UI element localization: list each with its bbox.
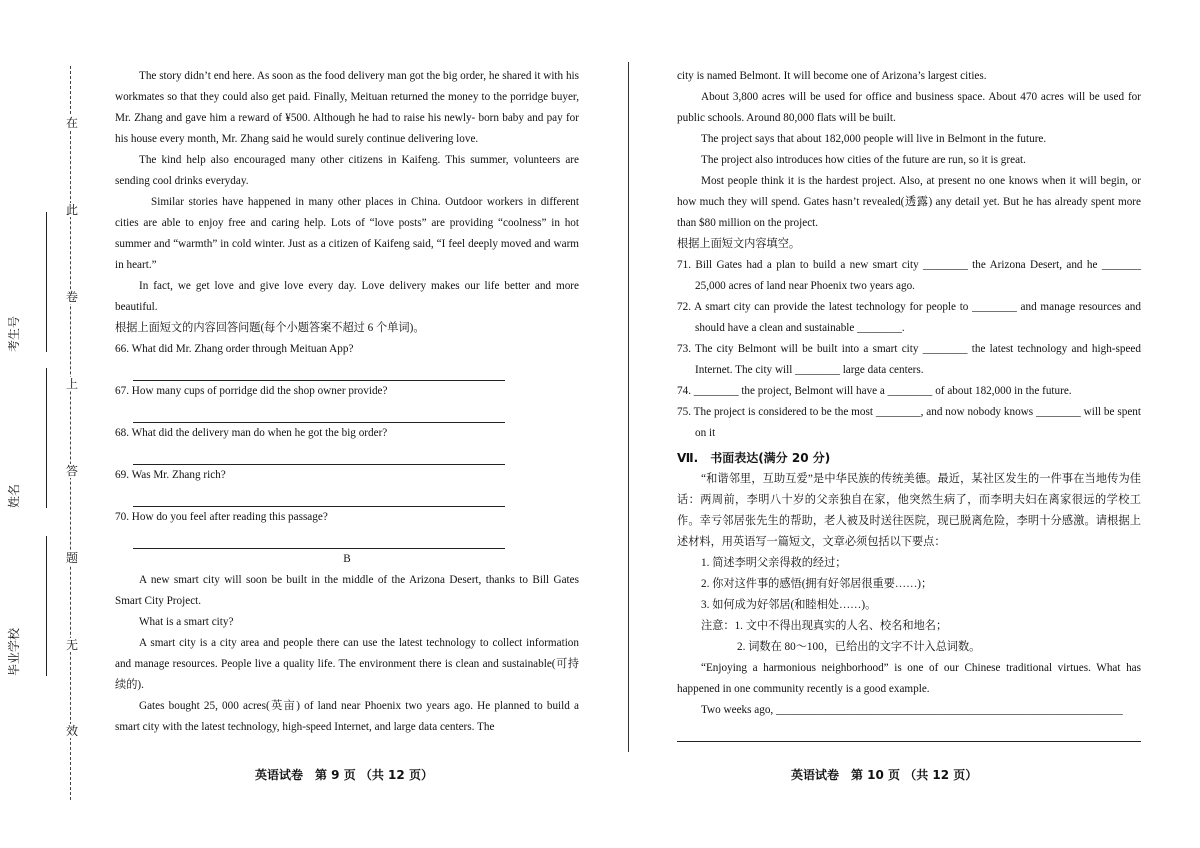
page-footer-right: 英语试卷 第 10 页 （共 12 页） (791, 768, 978, 782)
answer-line-69[interactable] (133, 486, 505, 507)
seal-char: 此 (66, 203, 79, 217)
binding-dashed-line (70, 66, 71, 800)
instruction: 根据上面短文内容填空。 (677, 238, 801, 250)
page-footer-left: 英语试卷 第 9 页 （共 12 页） (255, 768, 433, 782)
paragraph: The kind help also encouraged many other citizens in Kaifeng. This summer, volunteers are sending cool drinks everyday. (115, 154, 579, 187)
question-67: 67. How many cups of porridge did the shop owner provide? (115, 385, 388, 397)
candidate-number-label: 考生号 (7, 315, 21, 352)
paragraph: The project also introduces how cities of the future are run, so it is great. (701, 154, 1026, 166)
paragraph: The project says that about 182,000 people will live in Belmont in the future. (701, 133, 1047, 145)
question-68: 68. What did the delivery man do when he got the big order? (115, 427, 388, 439)
question-66: 66. What did Mr. Zhang order through Meituan App? (115, 343, 354, 355)
name-field[interactable] (7, 368, 62, 508)
fill-question-73: 73. The city Belmont will be built into a smart city ________ the latest technology and high-speed Internet. The city will ________ large data centers. (677, 343, 1141, 376)
paragraph: About 3,800 acres will be used for office and business space. About 470 acres will be used for public schools. Around 80,000 flats will be built. (677, 91, 1141, 124)
seal-char: 上 (66, 377, 79, 391)
writing-prompt: “和谐邻里，互助互爱”是中华民族的传统美德。最近，某社区发生的一件事在当地传为佳话：两周前，李明八十岁的父亲独自在家，他突然生病了，而李明夫妇在离家很远的学校工作。幸亏邻居张先生的帮助，老人被及时送往医院，现已脱离危险，李明十分感激。请根据上述材料，用英语写一篇短文，文章必须包括以下要点： (677, 473, 1141, 548)
seal-char: 无 (66, 638, 79, 652)
paragraph: Gates bought 25, 000 acres(英亩) of land near Phoenix two years ago. He planned to build a smart city with the latest technology, high-speed Internet, and large data centers. The (115, 700, 579, 733)
writing-point: 3. 如何成为好邻居(和睦相处……)。 (701, 599, 877, 611)
paragraph: Similar stories have happened in many other places in China. Outdoor workers in different cities are able to enjoy free and caring help. Lots of “love posts” are providing “coolness” in hot summer and “warmth” in cold winter. Just as a citizen of Kaifeng said, “I feel deeply moved and warm in heart.” (115, 196, 579, 271)
writing-starter: “Enjoying a harmonious neighborhood” is one of our Chinese traditional virtues. What has happened in one community recently is a good example. (677, 662, 1141, 695)
writing-section-title: Ⅶ. 书面表达(满分 20 分) (677, 451, 831, 465)
paragraph: The story didn’t end here. As soon as the food delivery man got the big order, he shared it with his workmates so that they could also get paid. Finally, Meituan returned the money to the porridge buyer, Mr. Zhang and gave him a reward of ¥500. Although he had to raise his newly- born baby and pay for his house every month, Mr. Zhang said he would surely continue delivering love. (115, 70, 579, 145)
writing-note: 2. 词数在 80～100，已给出的文字不计入总词数。 (737, 641, 981, 653)
section-b-heading: B (343, 553, 351, 565)
instruction: 根据上面短文的内容回答问题(每个小题答案不超过 6 个单词)。 (115, 322, 425, 334)
seal-char: 卷 (66, 290, 79, 304)
writing-point: 2. 你对这件事的感悟(拥有好邻居很重要……)； (701, 578, 933, 590)
question-70: 70. How do you feel after reading this passage? (115, 511, 328, 523)
paragraph: In fact, we get love and give love every day. Love delivery makes our life better and more beautiful. (115, 280, 579, 313)
paragraph: What is a smart city? (139, 616, 234, 628)
fill-question-75: 75. The project is considered to be the most ________, and now nobody knows ________ will be spent on it (677, 406, 1141, 439)
paragraph: city is named Belmont. It will become one of Arizona’s largest cities. (677, 70, 987, 82)
left-page (115, 66, 579, 738)
page-divider (628, 62, 629, 752)
answer-line-70[interactable] (133, 528, 505, 549)
writing-point: 1. 简述李明父亲得救的经过； (701, 557, 847, 569)
seal-char: 效 (66, 724, 79, 738)
candidate-number-field[interactable] (7, 212, 62, 352)
writing-note: 注意：1. 文中不得出现真实的人名、校名和地名； (701, 620, 948, 632)
school-label: 毕业学校 (7, 627, 21, 676)
right-page (677, 66, 1141, 742)
writing-starter[interactable]: Two weeks ago, ______________________________________________________________ (701, 704, 1123, 716)
writing-line[interactable] (677, 723, 1141, 742)
question-69: 69. Was Mr. Zhang rich? (115, 469, 226, 481)
seal-char: 题 (66, 551, 79, 565)
fill-question-72: 72. A smart city can provide the latest technology for people to ________ and manage resources and should have a clean and sustainable ________. (677, 301, 1141, 334)
fill-question-71: 71. Bill Gates had a plan to build a new smart city ________ the Arizona Desert, and he _______ 25,000 acres of land near Phoenix two years ago. (677, 259, 1141, 292)
answer-line-68[interactable] (133, 444, 505, 465)
school-field[interactable] (7, 536, 62, 676)
paragraph: A smart city is a city area and people there can use the latest technology to collect information and manage resources. People live a quality life. The environment there is clean and sustainable(可持续的). (115, 637, 579, 691)
fill-question-74: 74. ________ the project, Belmont will have a ________ of about 182,000 in the future. (677, 385, 1072, 397)
paragraph: Most people think it is the hardest project. Also, at present no one knows when it will begin, or how much they will spend. Gates hasn’t revealed(透露) any detail yet. But he has already spent more than $80 million on the project. (677, 175, 1141, 229)
seal-char: 答 (66, 464, 79, 478)
name-label: 姓名 (7, 483, 21, 508)
seal-char: 在 (66, 116, 79, 130)
answer-line-67[interactable] (133, 402, 505, 423)
paragraph: A new smart city will soon be built in the middle of the Arizona Desert, thanks to Bill Gates Smart City Project. (115, 574, 579, 607)
answer-line-66[interactable] (133, 360, 505, 381)
